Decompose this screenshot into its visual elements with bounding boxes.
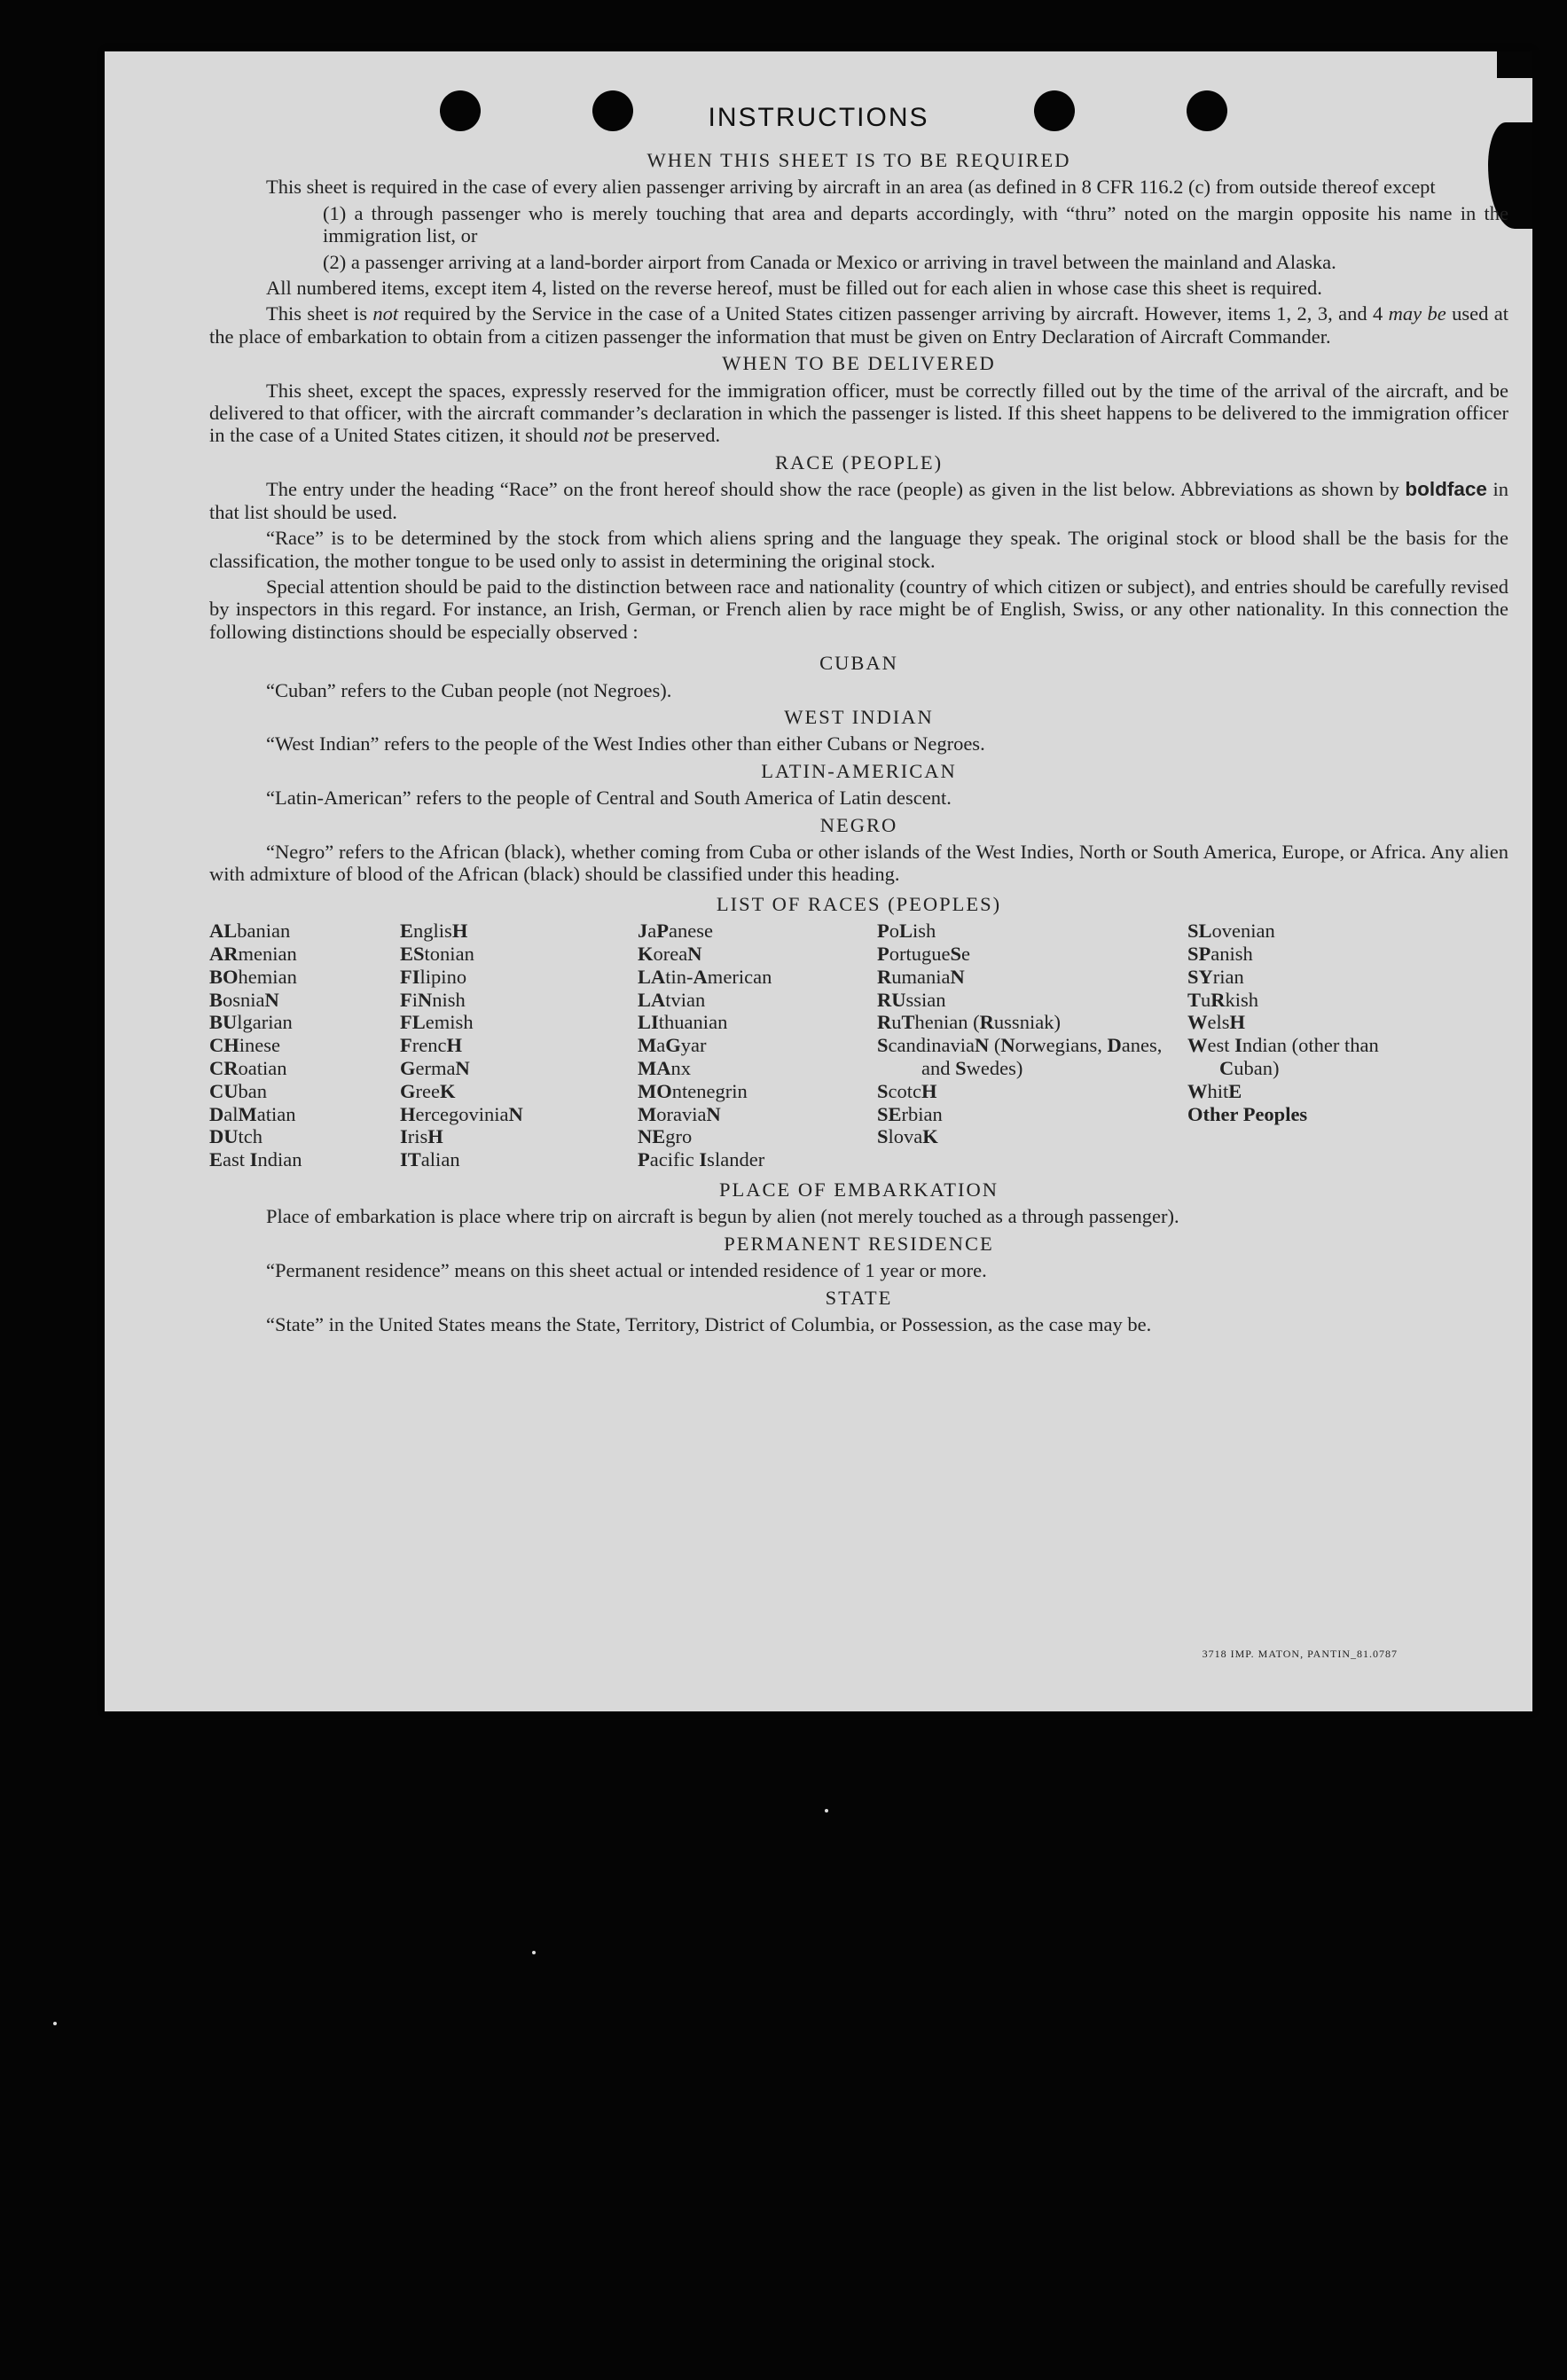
race-entry: DUtch xyxy=(209,1125,263,1148)
race-entry: FIlipino xyxy=(400,965,467,988)
race-entry: PortugueSe xyxy=(877,942,971,965)
race-entry: WhitE xyxy=(1187,1079,1242,1102)
scan-speck xyxy=(53,2022,57,2025)
race-entry: FrencH xyxy=(400,1034,463,1057)
section-heading: WHEN THIS SHEET IS TO BE REQUIRED xyxy=(646,149,1071,171)
section-heading: LIST OF RACES (PEOPLES) xyxy=(716,892,1002,915)
races-column xyxy=(400,920,638,1171)
section-heading: RACE (PEOPLE) xyxy=(774,450,944,474)
paragraph: “Race” is to be determined by the stock from which aliens spring and the language they speak. The original stock or blood shall be the basis for the classification, the mother tongue to be used only to assist in determining the original stock. xyxy=(209,527,1508,572)
race-entry: FLemish xyxy=(400,1011,474,1034)
race-entry: CUban xyxy=(209,1079,267,1102)
race-entry: DalMatian xyxy=(209,1102,296,1125)
race-entry: BOhemian xyxy=(209,965,297,988)
race-entry: CHinese xyxy=(209,1034,281,1057)
race-entry: ITalian xyxy=(400,1148,460,1171)
race-entry: LAtvian xyxy=(638,988,706,1011)
section-heading: LATIN-AMERICAN xyxy=(761,759,957,782)
race-entry: NEgro xyxy=(638,1125,693,1148)
race-entry: WelsH xyxy=(1187,1011,1246,1034)
section-heading: PLACE OF EMBARKATION xyxy=(718,1178,999,1201)
list-item: (2) a passenger arriving at a land-border airport from Canada or Mexico or arriving in travel between the mainland and Alaska. xyxy=(323,250,1336,273)
races-column xyxy=(877,920,1187,1171)
race-entry: IrisH xyxy=(400,1125,443,1148)
paragraph: Special attention should be paid to the distinction between race and nationality (country of which citizen or subject), and entries should be carefully revised by inspectors in this regard. For instance, an Irish, German, or French alien by race might be of English, Swiss, or any other nationality. In this connection the following distinctions should be especially observed : xyxy=(209,575,1508,643)
race-entry: East Indian xyxy=(209,1148,302,1171)
race-entry: MaGyar xyxy=(638,1034,707,1057)
race-entry: JaPanese xyxy=(638,920,714,943)
paragraph: “Permanent residence” means on this sheet actual or intended residence of 1 year or more. xyxy=(266,1259,987,1282)
race-entry: SLovenian xyxy=(1187,920,1275,943)
race-entry: EStonian xyxy=(400,942,474,965)
instructions-body xyxy=(209,145,1508,1339)
printer-code: 3718 IMP. MATON, PANTIN_81.0787 xyxy=(1202,1648,1398,1660)
race-entry: MoraviaN xyxy=(638,1102,721,1125)
scan-speck xyxy=(825,1809,828,1812)
race-entry: PoLish xyxy=(877,920,936,943)
race-entry: MAnx xyxy=(638,1056,691,1079)
race-entry: SYrian xyxy=(1187,965,1244,988)
document-sheet xyxy=(105,51,1532,1711)
race-entry: BosniaN xyxy=(209,988,279,1011)
scan-speck xyxy=(532,1951,536,1954)
race-entry: HercegoviniaN xyxy=(400,1102,523,1125)
paragraph: “West Indian” refers to the people of the West Indies other than either Cubans or Negroes. xyxy=(266,732,985,755)
races-list xyxy=(209,920,1508,1171)
race-entry: KoreaN xyxy=(638,942,702,965)
race-entry: EnglisH xyxy=(400,920,468,943)
paragraph: This sheet, except the spaces, expressly reserved for the immigration officer, must be correctly filled out by the time of the arrival of the aircraft, and be delivered to that officer, with the aircraft commander’s declaration in which the passenger is listed. If this sheet happens to be delivered to the immigration officer in the case of a United States citizen, it should not be preserved. xyxy=(209,379,1508,447)
paragraph: All numbered items, except item 4, listed on the reverse hereof, must be filled out for each alien in whose case this sheet is required. xyxy=(266,277,1322,300)
race-entry: Other Peoples xyxy=(1187,1102,1308,1125)
section-heading: WHEN TO BE DELIVERED xyxy=(722,352,996,375)
race-entry: LAtin-American xyxy=(638,965,772,988)
race-entry: LIthuanian xyxy=(638,1011,728,1034)
race-entry: Pacific Islander xyxy=(638,1148,765,1171)
section-heading: WEST INDIAN xyxy=(784,705,934,728)
section-heading: STATE xyxy=(825,1286,893,1309)
race-entry: GermaN xyxy=(400,1056,470,1079)
section-heading: PERMANENT RESIDENCE xyxy=(724,1232,994,1255)
paragraph: “Latin-American” refers to the people of Central and South America of Latin descent. xyxy=(266,787,952,810)
list-item: (1) a through passenger who is merely touching that area and departs accordingly, with “thru” noted on the margin opposite his name in the immigration list, or xyxy=(323,201,1508,247)
paragraph: “Cuban” refers to the Cuban people (not Negroes). xyxy=(266,678,672,701)
paragraph: “Negro” refers to the African (black), whether coming from Cuba or other islands of the West Indies, North or South America, Europe, or Africa. Any alien with admixture of blood of the African (black) should be classified under this heading. xyxy=(209,840,1508,886)
paragraph: The entry under the heading “Race” on the front hereof should show the race (people) as given in the list below. Abbreviations as shown by boldface in that list should be used. xyxy=(209,478,1508,523)
torn-edge xyxy=(1497,51,1532,78)
paragraph: This sheet is not required by the Service in the case of a United States citizen passenger arriving by aircraft. However, items 1, 2, 3, and 4 may be used at the place of embarkation to obtain from a citizen passenger the information that must be given on Entry Declaration of Aircraft Commander. xyxy=(209,302,1508,348)
paragraph: Place of embarkation is place where trip on aircraft is begun by alien (not merely touched as a through passenger). xyxy=(266,1205,1179,1228)
races-column xyxy=(1187,920,1400,1171)
race-entry: West Indian (other than Cuban) xyxy=(1187,1034,1379,1079)
race-entry: RUssian xyxy=(877,988,946,1011)
race-entry: RumaniaN xyxy=(877,965,965,988)
race-entry: ARmenian xyxy=(209,942,297,965)
paragraph: “State” in the United States means the State, Territory, District of Columbia, or Possession, as the case may be. xyxy=(266,1312,1152,1335)
section-heading: CUBAN xyxy=(819,652,898,675)
race-entry: CRoatian xyxy=(209,1056,287,1079)
races-column xyxy=(209,920,400,1171)
race-entry: TuRkish xyxy=(1187,988,1259,1011)
race-entry: ScotcH xyxy=(877,1079,937,1102)
page-title: INSTRUCTIONS xyxy=(708,103,929,132)
race-entry: GreeK xyxy=(400,1079,456,1102)
section-heading: NEGRO xyxy=(819,813,898,836)
race-entry: SErbian xyxy=(877,1102,943,1125)
race-entry: SlovaK xyxy=(877,1125,938,1148)
race-entry: BUlgarian xyxy=(209,1011,293,1034)
race-entry: SPanish xyxy=(1187,942,1253,965)
paragraph: This sheet is required in the case of every alien passenger arriving by aircraft in an area (as defined in 8 CFR 116.2 (c) from outside thereof except xyxy=(266,176,1436,199)
races-column xyxy=(638,920,877,1171)
race-entry: FiNnish xyxy=(400,988,466,1011)
race-entry: MOntenegrin xyxy=(638,1079,748,1102)
race-entry: ScandinaviaN (Norwegians, Danes, and Swedes) xyxy=(877,1034,1163,1079)
race-entry: RuThenian (Russniak) xyxy=(877,1011,1061,1034)
race-entry: ALbanian xyxy=(209,920,291,943)
